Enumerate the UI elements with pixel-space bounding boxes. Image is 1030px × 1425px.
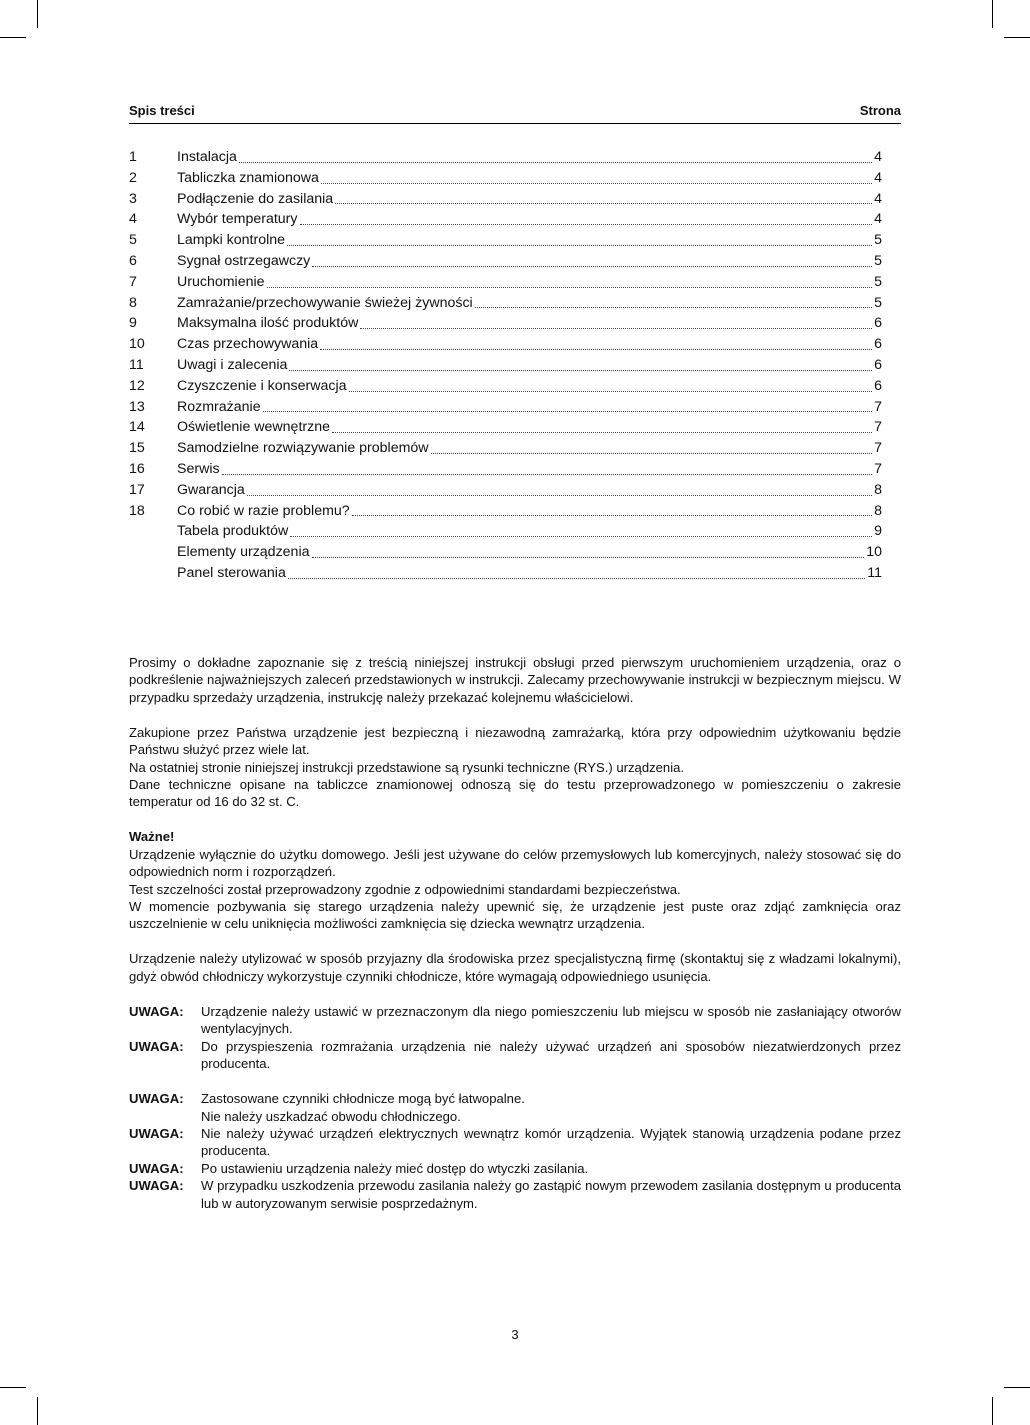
toc-entry-number: 17 [129, 481, 145, 498]
warning-label: UWAGA: [129, 1038, 184, 1054]
warning-item [129, 1177, 901, 1212]
disposal-paragraph: Urządzenie należy utylizować w sposób przyjazny dla środowiska przez specjalistyczną firmę (skontaktuj się z władzami lokalnymi), gdyż obwód chłodniczy wykorzystuje czynniki chłodnicze, które wymagają odpowiedniego usunięcia. [129, 951, 901, 984]
toc-leader-dots [312, 556, 865, 558]
toc-entry-title: Uruchomienie [177, 273, 265, 290]
important-line: Urządzenie wyłącznie do użytku domowego. Jeśli jest używane do celów przemysłowych lub komercyjnych, należy stosować się do odpowiednich norm i rozporządzeń. [129, 846, 901, 880]
toc-header [129, 103, 901, 124]
toc-entry-title: Serwis [177, 460, 220, 477]
toc-entry-page: 4 [874, 149, 882, 165]
toc-leader-dots [349, 390, 873, 392]
toc-entry-title: Samodzielne rozwiązywanie problemów [177, 440, 429, 457]
toc-entry-page: 6 [874, 377, 882, 394]
toc-entry [129, 563, 882, 584]
toc-entry-number: 1 [129, 149, 137, 165]
toc-entry-page: 4 [874, 169, 882, 186]
warning-text [201, 1177, 901, 1212]
toc-leader-dots [300, 223, 873, 225]
toc-entry-number: 6 [129, 252, 137, 269]
toc-entry-title: Zamrażanie/przechowywanie świeżej żywności [177, 294, 473, 311]
toc-entry-page: 8 [874, 502, 882, 519]
toc-entry [129, 355, 882, 376]
warning-label: UWAGA: [129, 1003, 184, 1019]
toc-entry-title: Podłączenie do zasilania [177, 190, 334, 207]
toc-entry-number: 9 [129, 315, 137, 332]
toc-entry [129, 313, 882, 334]
toc-leader-dots [431, 452, 873, 454]
toc-entry-title: Instalacja [177, 149, 237, 165]
toc-title: Spis treści [129, 103, 195, 118]
toc-entry [129, 293, 882, 314]
toc-entry-number: 3 [129, 190, 137, 207]
crop-mark [1004, 37, 1030, 38]
warning-text [201, 1003, 901, 1038]
toc-entry-title: Uwagi i zalecenia [177, 356, 288, 373]
toc-leader-dots [239, 161, 872, 163]
toc-entry [129, 189, 882, 210]
toc-leader-dots [332, 431, 872, 433]
warning-label: UWAGA: [129, 1178, 184, 1194]
toc-entry-number: 7 [129, 273, 137, 290]
toc-leader-dots [475, 306, 872, 308]
warning-line: Do przyspieszenia rozmrażania urządzenia nie należy używać urządzeń ani sposobów niezatwierdzonych przez producenta. [201, 1038, 901, 1072]
toc-entry [129, 542, 882, 563]
toc-leader-dots [290, 535, 872, 537]
toc-entry [129, 417, 882, 438]
toc-entry-page: 10 [866, 544, 882, 561]
toc-entry-page: 7 [874, 419, 882, 436]
toc-entry-title: Wybór temperatury [177, 211, 298, 228]
toc-entry-number: 8 [129, 294, 137, 311]
toc-entry-number: 18 [129, 502, 145, 519]
toc-leader-dots [263, 410, 873, 412]
warning-item [129, 1038, 901, 1073]
toc-entry-title: Panel sterowania [177, 564, 286, 581]
toc-entry-page: 6 [874, 336, 882, 353]
toc-entry-page: 6 [874, 315, 882, 332]
warning-text [201, 1038, 901, 1073]
crop-mark [37, 1397, 38, 1425]
toc-entry [129, 230, 882, 251]
warnings-group [129, 1003, 901, 1073]
toc-entry-title: Maksymalna ilość produktów [177, 315, 359, 332]
warnings-group [129, 1090, 901, 1212]
toc-entry-number: 11 [129, 356, 144, 373]
toc-entry-title: Oświetlenie wewnętrzne [177, 419, 330, 436]
toc-entry-page: 7 [874, 398, 882, 415]
warning-text [201, 1160, 901, 1177]
warning-item [129, 1160, 901, 1177]
intro-paragraph: Prosimy o dokładne zapoznanie się z treścią niniejszej instrukcji obsługi przed pierwszym uruchomieniem urządzenia, oraz o podkreślenie najważniejszych zaleceń przedstawionych w instrukcji. Zalecamy przechowywanie instrukcji w bezpiecznym miejscu. W przypadku sprzedaży urządzenia, instrukcję należy przekazać kolejnemu właścicielowi. [129, 655, 901, 705]
toc-leader-dots [321, 182, 872, 184]
toc-entry [129, 397, 882, 418]
toc-entry-page: 9 [874, 523, 882, 540]
page-number: 3 [511, 1327, 519, 1342]
toc-leader-dots [267, 286, 873, 288]
warning-line: Zastosowane czynniki chłodnicze mogą być łatwopalne. [201, 1091, 525, 1107]
toc-leader-dots [247, 494, 872, 496]
toc-leader-dots [335, 202, 872, 204]
table-of-contents [129, 147, 882, 584]
warning-line: Urządzenie należy ustawić w przeznaczonym dla niego pomieszczeniu lub miejscu w sposób nie zasłaniający otworów wentylacyjnych. [201, 1003, 901, 1037]
warning-text [201, 1125, 901, 1160]
crop-mark [0, 1387, 26, 1388]
warning-line: Nie należy używać urządzeń elektrycznych wewnątrz komór urządzenia. Wyjątek stanowią urządzenia podane przez producenta. [201, 1125, 901, 1159]
toc-entry-number: 15 [129, 440, 145, 457]
toc-entry-title: Co robić w razie problemu? [177, 502, 350, 519]
toc-entry-title: Gwarancja [177, 481, 245, 498]
purchase-line: Dane techniczne opisane na tabliczce znamionowej odnoszą się do testu przeprowadzonego w pomieszczeniu o zakresie temperatur od 16 do 32 st. C. [129, 777, 901, 810]
toc-entry [129, 438, 882, 459]
toc-entry-number: 10 [129, 336, 145, 353]
toc-entry-number: 14 [129, 419, 145, 436]
toc-entry [129, 521, 882, 542]
toc-entry-number: 16 [129, 460, 145, 477]
toc-entry-page: 7 [874, 460, 882, 477]
toc-entry-page: 7 [874, 440, 882, 457]
warning-item [129, 1003, 901, 1038]
important-line: Test szczelności został przeprowadzony zgodnie z odpowiednimi standardami bezpieczeństwa. [129, 881, 681, 897]
warning-label: UWAGA: [129, 1125, 184, 1141]
toc-entry [129, 334, 882, 355]
toc-entry-title: Czas przechowywania [177, 336, 319, 353]
toc-entry-title: Elementy urządzenia [177, 544, 310, 561]
toc-entry-number: 4 [129, 211, 137, 228]
toc-entry [129, 376, 882, 397]
warning-line: Nie należy uszkadzać obwodu chłodniczego. [201, 1108, 461, 1124]
toc-entry-page: 5 [874, 252, 882, 269]
toc-entry-page: 4 [874, 190, 882, 207]
purchase-line: Na ostatniej stronie niniejszej instrukcji przedstawione są rysunki techniczne (RYS.) urządzenia. [129, 759, 685, 775]
toc-leader-dots [352, 514, 872, 516]
warning-label: UWAGA: [129, 1160, 184, 1176]
crop-mark [1004, 1387, 1030, 1388]
warning-text [201, 1090, 901, 1125]
toc-entry-number: 5 [129, 232, 137, 249]
crop-mark [0, 37, 26, 38]
toc-leader-dots [312, 265, 872, 267]
toc-entry-title: Tabliczka znamionowa [177, 169, 319, 186]
toc-leader-dots [289, 369, 872, 371]
toc-entry [129, 209, 882, 230]
toc-entry-title: Tabela produktów [177, 523, 289, 540]
toc-entry-title: Rozmrażanie [177, 398, 261, 415]
toc-entry-title: Lampki kontrolne [177, 232, 286, 249]
toc-entry [129, 168, 882, 189]
toc-entry [129, 251, 882, 272]
body-text [129, 654, 901, 1212]
toc-entry-page: 5 [874, 232, 882, 249]
toc-entry-page: 5 [874, 294, 882, 311]
purchase-line: Zakupione przez Państwa urządzenie jest bezpieczną i niezawodną zamrażarką, która przy odpowiednim użytkowaniu będzie Państwu służyć przez wiele lat. [129, 724, 901, 758]
toc-page-label: Strona [859, 103, 901, 118]
toc-entry-number: 13 [129, 398, 145, 415]
toc-entry-number: 12 [129, 377, 145, 394]
toc-leader-dots [222, 473, 873, 475]
important-heading: Ważne! [129, 829, 175, 845]
toc-entry [129, 272, 882, 293]
toc-leader-dots [320, 348, 872, 350]
toc-entry [129, 147, 882, 168]
warning-line: W przypadku uszkodzenia przewodu zasilania należy go zastąpić nowym przewodem zasilania dostępnym u producenta lub w autoryzowanym serwisie posprzedażnym. [201, 1178, 901, 1211]
toc-entry [129, 501, 882, 522]
toc-leader-dots [288, 577, 865, 579]
toc-entry-page: 4 [874, 211, 882, 228]
toc-leader-dots [360, 327, 872, 329]
crop-mark [992, 0, 993, 28]
crop-mark [37, 0, 38, 28]
toc-entry-page: 6 [874, 356, 882, 373]
warning-item [129, 1090, 901, 1125]
toc-entry-title: Czyszczenie i konserwacja [177, 377, 347, 394]
warning-line: Po ustawieniu urządzenia należy mieć dostęp do wtyczki zasilania. [201, 1160, 589, 1176]
toc-entry-page: 11 [867, 564, 882, 581]
toc-entry [129, 480, 882, 501]
warning-item [129, 1125, 901, 1160]
toc-entry [129, 459, 882, 480]
toc-entry-page: 5 [874, 273, 882, 290]
toc-entry-number: 2 [129, 169, 137, 186]
toc-entry-title: Sygnał ostrzegawczy [177, 252, 311, 269]
warning-label: UWAGA: [129, 1091, 184, 1107]
crop-mark [992, 1397, 993, 1425]
toc-leader-dots [287, 244, 872, 246]
toc-entry-page: 8 [874, 481, 882, 498]
important-line: W momencie pozbywania się starego urządzenia należy upewnić się, że urządzenie jest puste oraz zdjąć zamknięcia oraz uszczelnienie w celu uniknięcia możliwości zamknięcia się dziecka wewnątrz urządzenia. [129, 899, 901, 932]
